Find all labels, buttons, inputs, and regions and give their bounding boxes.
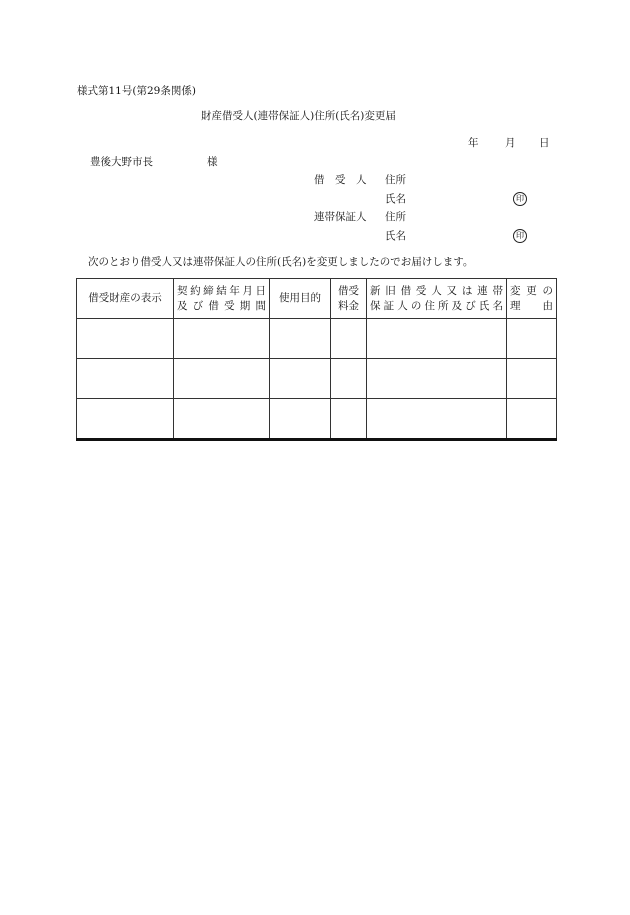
borrower-label: 借 受 人	[314, 174, 367, 186]
table-cell[interactable]	[77, 359, 174, 399]
borrower-seal-icon: 印	[513, 192, 527, 206]
form-number: 様式第11号(第29条関係)	[77, 85, 196, 97]
header-contract-date-line1: 契約締結年月日	[177, 284, 266, 297]
change-details-table	[76, 278, 557, 441]
guarantor-address-label: 住所	[385, 211, 406, 223]
table-cell[interactable]	[331, 319, 367, 359]
date-year-label: 年	[468, 137, 479, 149]
page-title: 財産借受人(連帯保証人)住所(氏名)変更届	[201, 110, 396, 122]
table-cell[interactable]	[331, 359, 367, 399]
header-property-description	[77, 279, 174, 319]
table-cell[interactable]	[270, 399, 331, 440]
guarantor-name-label: 氏名	[385, 230, 406, 242]
header-contract-date-period	[174, 279, 270, 319]
table-cell[interactable]	[507, 319, 557, 359]
table-cell[interactable]	[507, 399, 557, 440]
table-cell[interactable]	[174, 399, 270, 440]
table-cell[interactable]	[174, 359, 270, 399]
header-change-reason-line1: 変更の	[510, 284, 553, 297]
table-row	[77, 359, 557, 399]
table-row	[77, 319, 557, 359]
table-cell[interactable]	[270, 359, 331, 399]
date-day-label: 日	[539, 137, 550, 149]
header-property-description-text: 借受財産の表示	[88, 292, 162, 304]
borrower-address-label: 住所	[385, 174, 406, 186]
table-cell[interactable]	[367, 359, 507, 399]
addressee-name: 豊後大野市長	[90, 156, 153, 168]
borrower-name-label: 氏名	[385, 193, 406, 205]
table-header-row	[77, 279, 557, 319]
table-cell[interactable]	[270, 319, 331, 359]
table-cell[interactable]	[77, 399, 174, 440]
header-rental-fee-line2: 料金	[338, 299, 359, 312]
table-cell[interactable]	[77, 319, 174, 359]
header-change-reason-line2: 理由	[510, 299, 553, 312]
header-purpose-of-use-text: 使用目的	[279, 292, 321, 304]
header-old-new-line1: 新旧借受人又は連帯	[370, 284, 503, 297]
statement-text: 次のとおり借受人又は連帯保証人の住所(氏名)を変更しましたのでお届けします。	[88, 256, 474, 268]
date-month-label: 月	[505, 137, 516, 149]
header-rental-fee-line1: 借受	[338, 284, 359, 297]
table-row	[77, 399, 557, 440]
header-rental-fee	[331, 279, 367, 319]
table-cell[interactable]	[367, 399, 507, 440]
table-cell[interactable]	[174, 319, 270, 359]
header-change-reason	[507, 279, 557, 319]
table-cell[interactable]	[331, 399, 367, 440]
table-cell[interactable]	[507, 359, 557, 399]
guarantor-label: 連帯保証人	[314, 211, 367, 223]
addressee-honorific: 様	[207, 156, 218, 168]
table-cell[interactable]	[367, 319, 507, 359]
guarantor-seal-icon: 印	[513, 229, 527, 243]
header-purpose-of-use	[270, 279, 331, 319]
header-old-new-line2: 保証人の住所及び氏名	[370, 299, 503, 312]
header-old-new-address-name	[367, 279, 507, 319]
header-contract-date-line2: 及び借受期間	[177, 299, 266, 312]
